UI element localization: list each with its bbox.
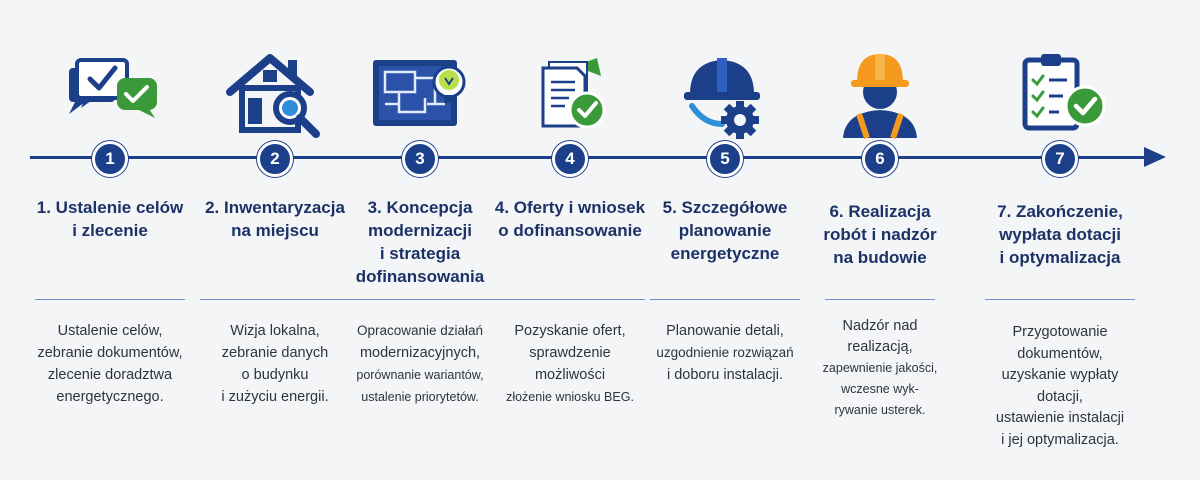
- house-search-icon: [220, 48, 330, 140]
- step-divider: [345, 299, 495, 300]
- step-number-badge: 4: [552, 141, 588, 177]
- step-number-badge: 3: [402, 141, 438, 177]
- step-number-badge: 5: [707, 141, 743, 177]
- step-title: 5. Szczegółowe planowanie energetyczne: [662, 198, 788, 263]
- construction-worker-icon: [825, 48, 935, 140]
- step-title: 3. Koncepcja modernizacji i strategia dofinansowania: [355, 198, 485, 286]
- step-divider: [35, 299, 185, 300]
- chat-check-icon: [55, 48, 165, 140]
- step-divider: [495, 299, 645, 300]
- timeline-arrow-head: [1144, 147, 1166, 167]
- step-title: 2. Inwentaryzacja na miejscu: [205, 198, 345, 240]
- step-title: 7. Zakończenie, wypłata dotacji i optymalizacja: [997, 202, 1123, 267]
- document-check-icon: [515, 48, 625, 140]
- step-number-badge: 6: [862, 141, 898, 177]
- timeline-line: [30, 156, 1148, 159]
- step-title: 6. Realizacja robót i nadzór na budowie: [823, 202, 937, 267]
- step-number-badge: 1: [92, 141, 128, 177]
- helmet-gear-icon: [670, 48, 780, 140]
- step-title: 4. Oferty i wniosek o dofinansowanie: [494, 198, 646, 240]
- step-divider: [825, 299, 935, 300]
- blueprint-bulb-icon: [365, 48, 475, 140]
- step-divider: [650, 299, 800, 300]
- step-number-badge: 7: [1042, 141, 1078, 177]
- step-divider: [985, 299, 1135, 300]
- step-description: Przygotowanie dokumentów, uzyskanie wypłaty dotacji, ustawienie instalacji i jej optymalizacja.: [995, 324, 1125, 448]
- step-description: Wizja lokalna, zebranie danych o budynku i zużyciu energii.: [221, 323, 329, 405]
- step-divider: [200, 299, 350, 300]
- step-title: 1. Ustalenie celów i zlecenie: [36, 198, 184, 240]
- step-description: Pozyskanie ofert, sprawdzenie możliwości złożenie wniosku BEG.: [506, 323, 634, 404]
- step-description: Opracowanie działań modernizacyjnych, porównanie wariantów, ustalenie priorytetów.: [356, 323, 484, 404]
- step-number-badge: 2: [257, 141, 293, 177]
- step-description: Ustalenie celów, zebranie dokumentów, zlecenie doradztwa energetycznego.: [37, 323, 183, 405]
- step-description: Nadzór nad realizacją, zapewnienie jakości, wczesne wyk- rywanie usterek.: [822, 318, 938, 417]
- step-description: Planowanie detali, uzgodnienie rozwiązań i doboru instalacji.: [656, 323, 794, 383]
- clipboard-check-icon: [1005, 48, 1115, 140]
